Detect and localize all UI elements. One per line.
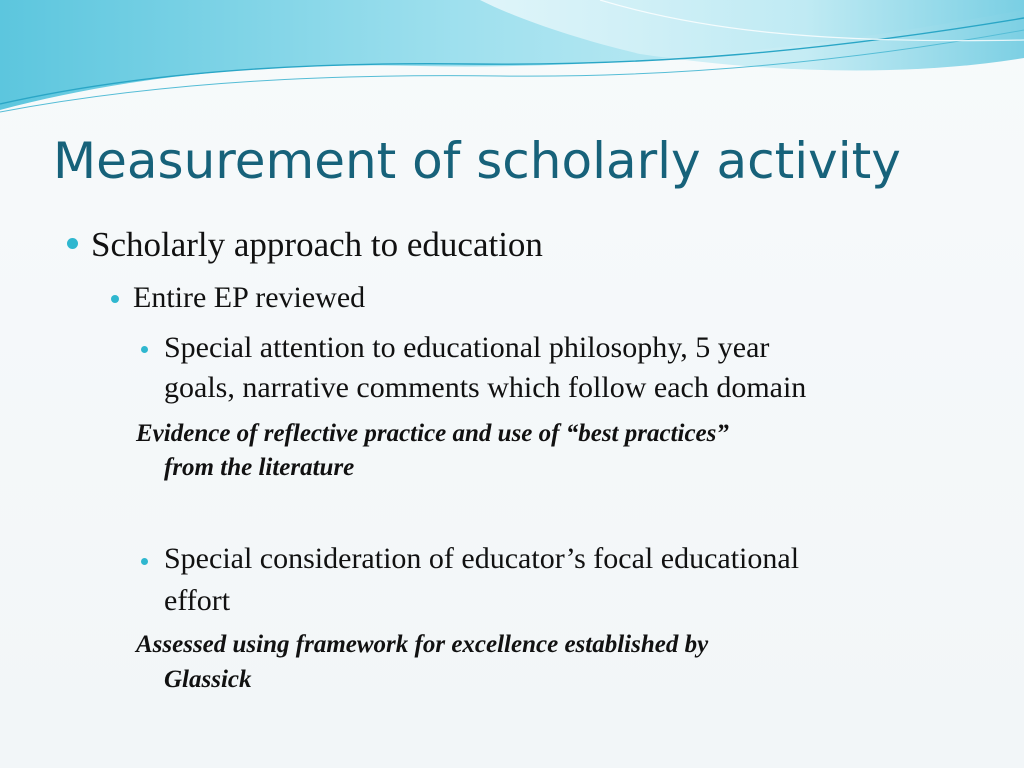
slide-title: Measurement of scholarly activity <box>53 132 901 190</box>
bullet-dot-level3-item2 <box>141 558 148 565</box>
note2-line1: Assessed using framework for excellence established by <box>136 631 709 658</box>
note1-line1: Evidence of reflective practice and use of “best practices” <box>136 420 729 447</box>
note1-line2: from the literature <box>164 454 355 481</box>
bullet-level2-text: Entire EP reviewed <box>133 281 366 314</box>
bullet-level3-item2-line1: Special consideration of educator’s focal educational <box>164 542 800 575</box>
bullet-level3-item1-line2: goals, narrative comments which follow each domain <box>164 371 807 404</box>
bullet-dot-level1 <box>67 238 78 249</box>
bullet-dot-level3-item1 <box>141 346 148 353</box>
bullet-level3-item1-line1: Special attention to educational philosophy, 5 year <box>164 331 770 364</box>
bullet-level1-text: Scholarly approach to education <box>91 225 543 264</box>
bullet-level3-item2-line2: effort <box>164 584 231 617</box>
bullet-dot-level2 <box>111 295 119 303</box>
note2-line2: Glassick <box>164 666 252 693</box>
header-wave-decoration <box>0 0 1024 130</box>
